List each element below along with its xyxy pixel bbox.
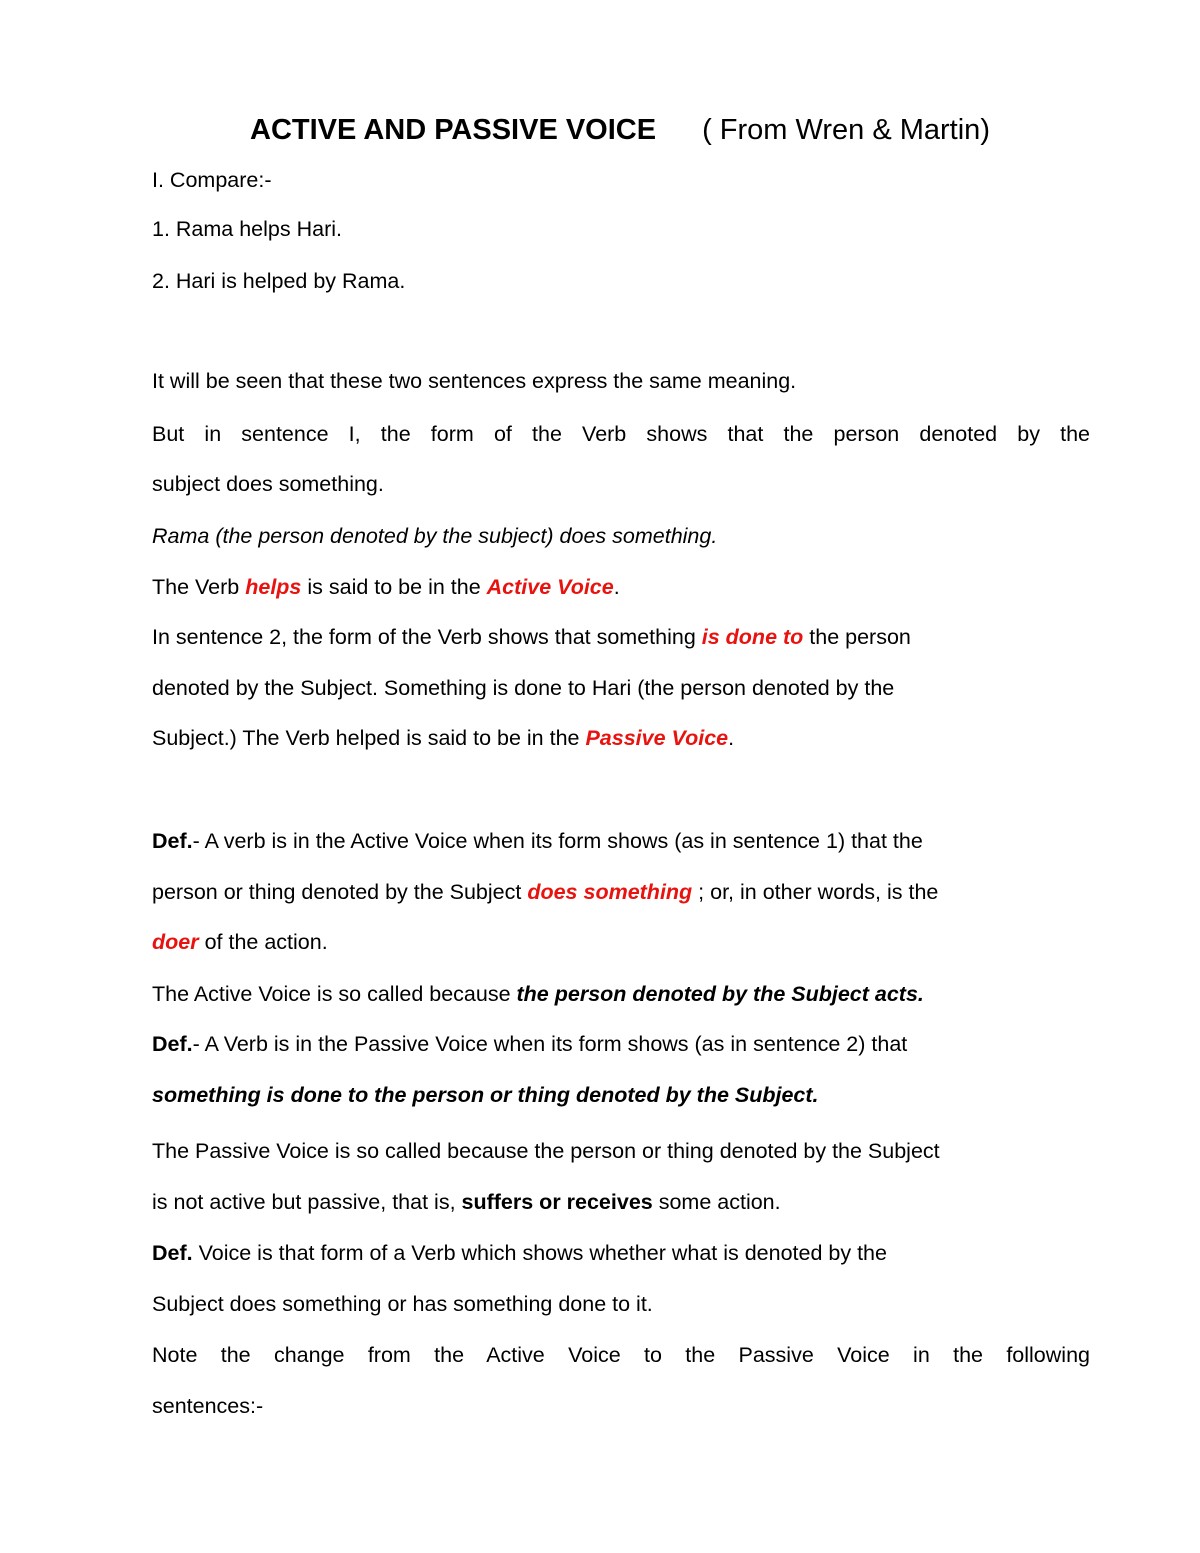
definition-active-line1 xyxy=(152,829,923,855)
emphasis-does-something: does something xyxy=(527,880,693,904)
text-run: person or thing denoted by the Subject xyxy=(152,880,528,904)
def-label: Def. xyxy=(152,829,193,853)
definition-active-line2 xyxy=(152,880,938,906)
def-label: Def. xyxy=(152,1241,193,1265)
text-run: the person xyxy=(803,625,911,649)
text-run: of the action. xyxy=(198,930,328,954)
emphasis-suffers-receives: suffers or receives xyxy=(461,1190,653,1214)
title-source: ( From Wren & Martin) xyxy=(702,114,990,146)
text-run: is said to be in the xyxy=(301,575,487,599)
paragraph-sentence1-line1: But in sentence I, the form of the Verb shows that the person denoted by the xyxy=(152,422,1090,446)
definition-voice-line2: Subject does something or has something done to it. xyxy=(152,1292,653,1316)
definition-passive-line2: something is done to the person or thing denoted by the Subject. xyxy=(152,1083,819,1107)
emphasis-passive-voice: Passive Voice xyxy=(585,726,729,750)
text-run: is not active but passive, that is, xyxy=(152,1190,462,1214)
example-sentence-2: 2. Hari is helped by Rama. xyxy=(152,269,406,293)
text-run: Subject.) The Verb helped is said to be in the xyxy=(152,726,586,750)
text-run: The Verb xyxy=(152,575,246,599)
text-run: - A verb is in the Active Voice when its form shows (as in sentence 1) that the xyxy=(192,829,923,853)
text-run: some action. xyxy=(652,1190,781,1214)
paragraph-sentence2-line2: denoted by the Subject. Something is done to Hari (the person denoted by the xyxy=(152,676,895,700)
paragraph-rama-example: Rama (the person denoted by the subject) does something. xyxy=(152,524,718,548)
emphasis-is-done-to: is done to xyxy=(701,625,804,649)
definition-passive-line1 xyxy=(152,1032,907,1058)
definition-voice-line1 xyxy=(152,1241,887,1267)
text-run: In sentence 2, the form of the Verb shows that something xyxy=(152,625,702,649)
compare-heading: I. Compare:- xyxy=(152,168,272,192)
paragraph-passive-called-line2 xyxy=(152,1190,781,1216)
paragraph-sentence2-line3 xyxy=(152,726,734,752)
emphasis-helps: helps xyxy=(245,575,302,599)
text-run: . xyxy=(613,575,620,599)
example-sentence-1: 1. Rama helps Hari. xyxy=(152,217,342,241)
def-label: Def. xyxy=(152,1032,193,1056)
emphasis-doer: doer xyxy=(152,930,199,954)
paragraph-sentence1-line2: subject does something. xyxy=(152,472,384,496)
title-main: ACTIVE AND PASSIVE VOICE xyxy=(250,114,657,146)
paragraph-active-called xyxy=(152,982,924,1008)
text-run: . xyxy=(728,726,735,750)
text-run: Voice is that form of a Verb which shows whether what is denoted by the xyxy=(192,1241,887,1265)
note-line1: Note the change from the Active Voice to the Passive Voice in the following xyxy=(152,1343,1090,1367)
text-run: - A Verb is in the Passive Voice when its form shows (as in sentence 2) that xyxy=(192,1032,908,1056)
text-run: ; or, in other words, is the xyxy=(692,880,939,904)
note-line2: sentences:- xyxy=(152,1394,264,1418)
text-run: The Active Voice is so called because xyxy=(152,982,517,1006)
paragraph-same-meaning: It will be seen that these two sentences express the same meaning. xyxy=(152,369,797,393)
paragraph-active-verb xyxy=(152,575,620,601)
paragraph-sentence2-line1 xyxy=(152,625,911,651)
emphasis-subject-acts: the person denoted by the Subject acts. xyxy=(516,982,924,1006)
page-title xyxy=(0,114,1200,147)
definition-active-line3 xyxy=(152,930,328,956)
paragraph-passive-called-line1: The Passive Voice is so called because the person or thing denoted by the Subject xyxy=(152,1139,940,1163)
emphasis-active-voice: Active Voice xyxy=(486,575,614,599)
